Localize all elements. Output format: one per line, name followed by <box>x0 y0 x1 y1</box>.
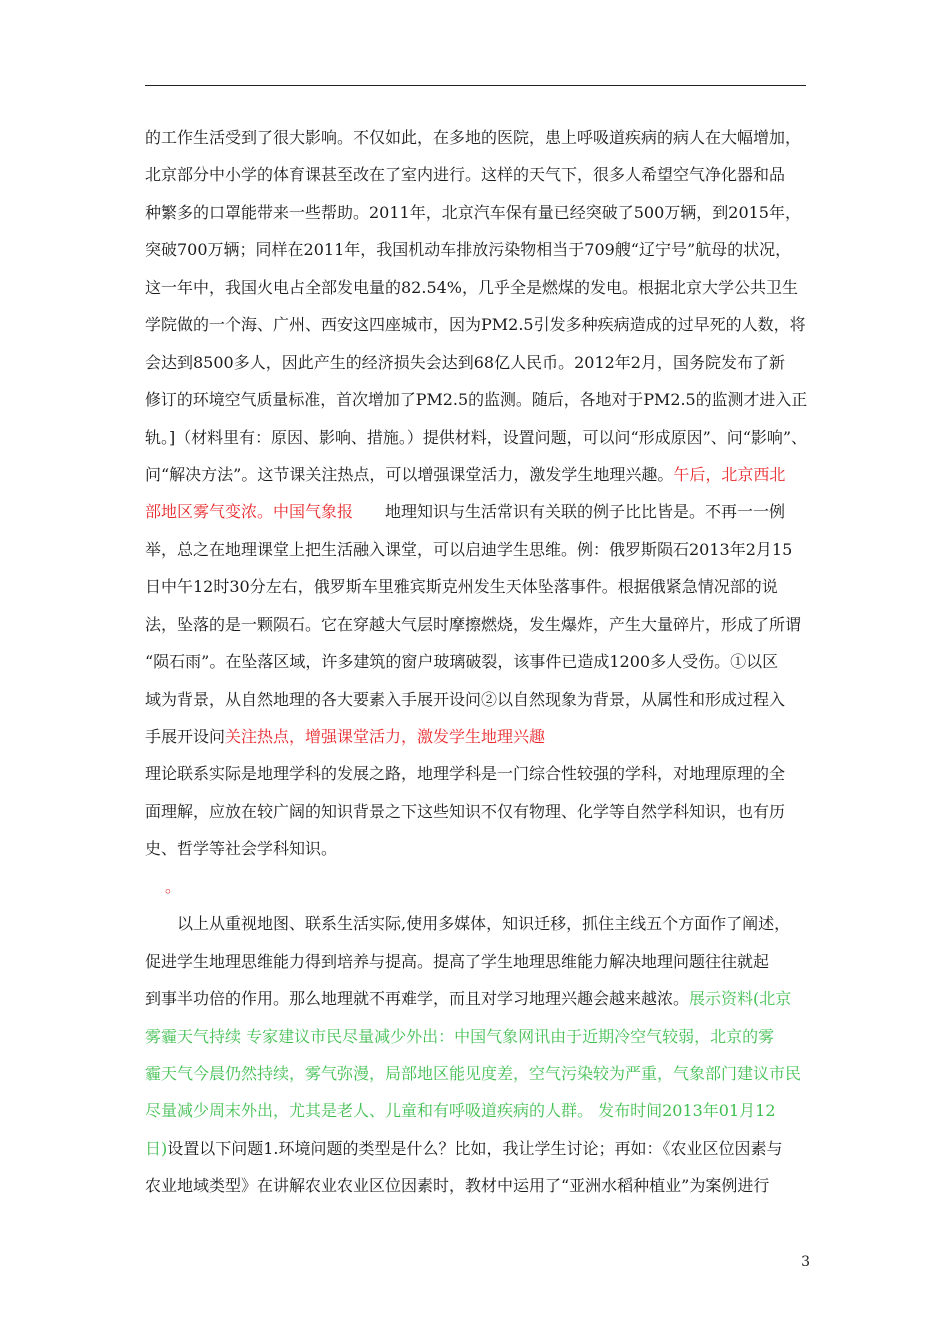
text-line <box>145 419 806 456</box>
text-run: 这一年中，我国火电占全部发电量的82.54%，几乎全是燃煤的发电。根据北京大学公共卫生 <box>145 277 799 297</box>
text-line <box>145 980 807 1017</box>
text-run: 问“解决方法”。这节课关注热点，可以增强课堂活力，激发学生地理兴趣。 <box>145 464 674 484</box>
text-line <box>145 493 807 530</box>
text-line <box>145 830 807 867</box>
text-line <box>145 681 807 718</box>
text-run: 日中午12时30分左右，俄罗斯车里雅宾斯克州发生天体坠落事件。根据俄紧急情况部的说 <box>145 577 778 597</box>
text-line <box>145 1018 807 1055</box>
text-run: 地理知识与生活常识有关联的例子比比皆是。不再一一例 <box>353 502 786 522</box>
text-line <box>145 456 807 493</box>
text-line <box>145 793 807 830</box>
highlight-green-text: 尽量减少周末外出，尤其是老人、儿童和有呼吸道疾病的人群。 发布时间2013年01月12 <box>145 1101 776 1121</box>
text-line <box>145 381 808 418</box>
page-number: 3 <box>801 1254 810 1270</box>
text-line <box>145 231 807 268</box>
text-line <box>145 194 807 231</box>
highlight-red-text: 部地区雾气变浓。中国气象报 <box>145 502 354 522</box>
text-line <box>145 1167 807 1204</box>
text-run: 法，坠落的是一颗陨石。它在穿越大气层时摩擦燃烧，发生爆炸，产生大量碎片，形成了所谓 <box>145 614 802 634</box>
highlight-green-text: 展示资料(北京 <box>689 989 792 1009</box>
text-run: 修订的环境空气质量标准，首次增加了PM2.5的监测。随后，各地对于PM2.5的监测才进入正 <box>145 390 808 410</box>
text-run: “陨石雨”。在坠落区域，许多建筑的窗户玻璃破裂，该事件已造成1200多人受伤。①以区 <box>145 652 779 672</box>
text-line <box>145 1055 807 1092</box>
text-line <box>145 643 807 680</box>
text-line <box>145 606 807 643</box>
body-text <box>145 119 807 1205</box>
highlight-red-text: 关注热点，增强课堂活力，激发学生地理兴趣 <box>225 727 546 746</box>
highlight-green-text: 日) <box>145 1138 168 1158</box>
header-rule <box>145 85 806 86</box>
text-run: 域为背景，从自然地理的各大要素入手展开设问②以自然现象为背景，从属性和形成过程入 <box>145 689 786 709</box>
highlight-red-text: 。 <box>165 876 182 896</box>
text-run: 促进学生地理思维能力得到培养与提高。提高了学生地理思维能力解决地理问题往往就起 <box>145 951 770 971</box>
text-run: 理论联系实际是地理学科的发展之路，地理学科是一门综合性较强的学科，对地理原理的全 <box>145 764 786 784</box>
text-line <box>145 755 807 792</box>
text-run: 北京部分中小学的体育课甚至改在了室内进行。这样的天气下，很多人希望空气净化器和品 <box>145 165 786 185</box>
text-run: 举，总之在地理课堂上把生活融入课堂，可以启迪学生思维。例：俄罗斯陨石2013年2月15 <box>145 539 793 559</box>
text-line <box>145 306 807 343</box>
text-line <box>145 269 807 306</box>
text-run: 的工作生活受到了很大影响。不仅如此，在多地的医院，患上呼吸道疾病的病人在大幅增加， <box>145 128 802 147</box>
text-line <box>145 344 807 381</box>
text-line <box>145 1130 807 1167</box>
highlight-green-text: 雾霾天气持续 专家建议市民尽量减少外出：中国气象网讯由于近期冷空气较弱，北京的雾 <box>145 1026 775 1046</box>
text-line <box>145 568 807 605</box>
text-line <box>145 943 807 980</box>
text-run: 农业地域类型》在讲解农业农业区位因素时，教材中运用了“亚洲水稻种植业”为案例进行 <box>145 1176 770 1196</box>
text-line <box>145 156 807 193</box>
text-run: 到事半功倍的作用。那么地理就不再难学，而且对学习地理兴趣会越来越浓。 <box>145 989 690 1009</box>
highlight-green-text: 霾天气今晨仍然持续，雾气弥漫，局部地区能见度差，空气污染较为严重，气象部门建议市民 <box>145 1063 802 1083</box>
text-run: 手展开设问 <box>145 727 226 746</box>
text-line <box>145 905 807 942</box>
text-run: 突破700万辆；同样在2011年，我国机动车排放污染物相当于709艘“辽宁号”航母的状况， <box>145 240 792 260</box>
text-run: 学院做的一个海、广州、西安这四座城市，因为PM2.5引发多种疾病造成的过早死的人数，将 <box>145 315 806 335</box>
text-run: 会达到8500多人，因此产生的经济损失会达到68亿人民币。2012年2月，国务院发布了新 <box>145 352 785 372</box>
text-run: 以上从重视地图、联系生活实际,使用多媒体，知识迁移，抓住主线五个方面作了阐述， <box>145 914 791 934</box>
text-line <box>145 868 807 905</box>
text-run: 设置以下问题1.环境问题的类型是什么？比如，我让学生讨论；再如：《农业区位因素与 <box>167 1138 783 1158</box>
text-run: 面理解，应放在较广阔的知识背景之下这些知识不仅有物理、化学等自然学科知识，也有历 <box>145 801 786 821</box>
text-line <box>145 718 807 755</box>
text-run: 轨。]（材料里有：原因、影响、措施。）提供材料，设置问题，可以问“形成原因”、问“影响”、 <box>145 427 807 447</box>
text-line <box>145 531 807 568</box>
text-line <box>145 1092 807 1129</box>
text-line <box>145 119 807 156</box>
text-run: 种繁多的口罩能带来一些帮助。2011年，北京汽车保有量已经突破了500万辆，到2015年， <box>145 202 801 222</box>
text-run: 史、哲学等社会学科知识。 <box>145 839 338 859</box>
highlight-red-text: 午后，北京西北 <box>673 464 786 484</box>
